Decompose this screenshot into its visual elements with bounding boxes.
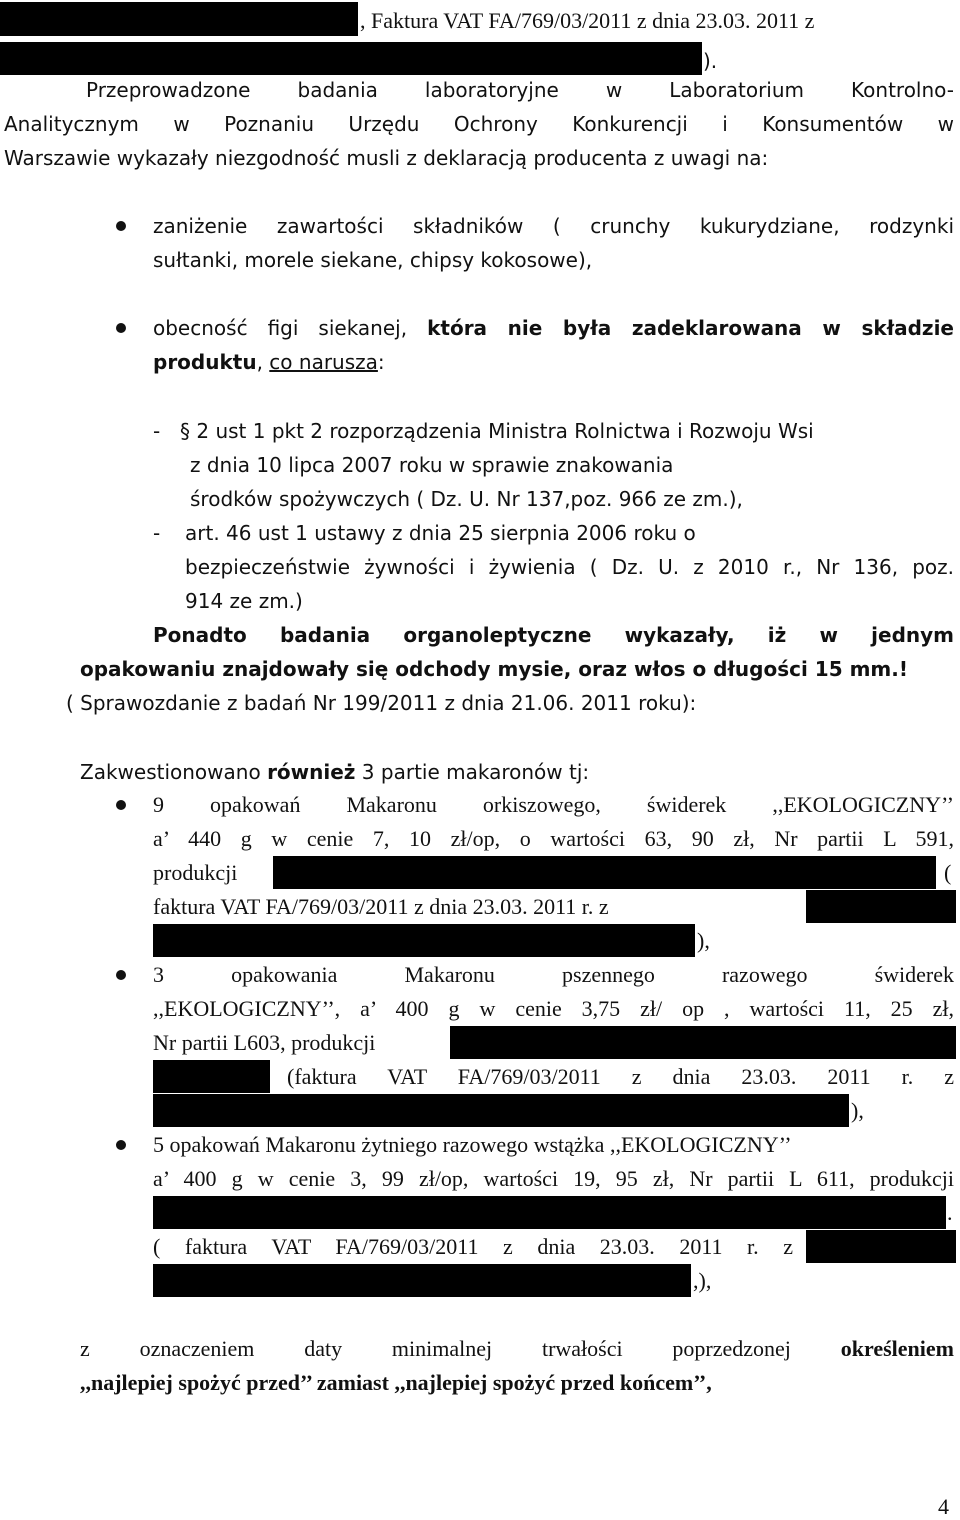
list-item-line: produktu, co narusza: [153, 350, 385, 374]
intro-line-1: , Faktura VAT FA/769/03/2011 z dnia 23.03. 2011 z [360, 8, 815, 33]
findings-line: Ponadto badania organoleptyczne wykazały, iż w jednym [153, 623, 954, 647]
pasta-intro: Zakwestionowano również 3 partie makaronów tj: [80, 760, 590, 784]
list-item-line: obecność figi siekanej, która nie była zadeklarowana w składzie [153, 316, 954, 340]
redacted-block [153, 924, 695, 957]
list-item-line: 5 opakowań Makaronu żytniego razowego wstążka ,,EKOLOGICZNY’’ [153, 1132, 792, 1157]
list-item-line: zaniżenie zawartości składników ( crunchy kukurydziane, rodzynki [153, 214, 954, 238]
legal-dash: - [153, 521, 161, 545]
list-item-line: ( faktura VAT FA/769/03/2011 z dnia 23.03. 2011 r. z [153, 1234, 793, 1259]
bullet-icon [116, 800, 126, 810]
intro-line-2: ). [703, 49, 718, 73]
list-item-line: ), [851, 1098, 864, 1123]
intro-line-3: Przeprowadzone badania laboratoryjne w Laboratorium Kontrolno- [86, 78, 954, 102]
legal-line: środków spożywczych ( Dz. U. Nr 137,poz. 966 ze zm.), [190, 487, 743, 511]
intro-line-5: Warszawie wykazały niezgodność musli z deklaracją producenta z uwagi na: [4, 146, 769, 170]
bullet-icon [116, 323, 126, 333]
legal-line: art. 46 ust 1 ustawy z dnia 25 sierpnia 2006 roku o [185, 521, 696, 545]
bullet-icon [116, 1140, 126, 1150]
list-item-line: ,,EKOLOGICZNY’’, a’ 400 g w cenie 3,75 zł/ op , wartości 11, 25 zł, [153, 996, 954, 1021]
list-item-line: a’ 400 g w cenie 3, 99 zł/op, wartości 19, 95 zł, Nr partii L 611, produkcji [153, 1166, 954, 1191]
redacted-block [0, 2, 358, 36]
legal-line: 914 ze zm.) [185, 589, 303, 613]
list-item-line: produkcji [153, 860, 238, 885]
list-item-line: 3 opakowania Makaronu pszennego razowego świderek [153, 962, 954, 987]
redacted-block [153, 1060, 270, 1093]
findings-line: opakowaniu znajdowały się odchody mysie, oraz włos o długości 15 mm.! [80, 657, 908, 681]
redacted-block [153, 1264, 691, 1297]
list-item-line: a’ 440 g w cenie 7, 10 zł/op, o wartości 63, 90 zł, Nr partii L 591, [153, 826, 954, 851]
page-number: 4 [938, 1494, 949, 1519]
list-item-line: sułtanki, morele siekane, chipsy kokosowe), [153, 248, 593, 272]
bullet-icon [116, 221, 126, 231]
redacted-block [806, 890, 956, 923]
list-item-line: ), [697, 928, 710, 953]
legal-line: bezpieczeństwie żywności i żywienia ( Dz. U. z 2010 r., Nr 136, poz. [185, 555, 954, 579]
list-item-line: faktura VAT FA/769/03/2011 z dnia 23.03. 2011 r. z [153, 894, 609, 919]
list-item-line: Nr partii L603, produkcji [153, 1030, 376, 1055]
redacted-block [153, 1196, 946, 1229]
intro-line-4: Analitycznym w Poznaniu Urzędu Ochrony Konkurencji i Konsumentów w [4, 112, 954, 136]
redacted-block [153, 1094, 849, 1127]
bullet-icon [116, 970, 126, 980]
closing-line: z oznaczeniem daty minimalnej trwałości poprzedzonej określeniem [80, 1336, 954, 1361]
redacted-block [273, 856, 936, 889]
list-item-line: ( [944, 860, 952, 885]
legal-line: § 2 ust 1 pkt 2 rozporządzenia Ministra Rolnictwa i Rozwoju Wsi [180, 419, 814, 443]
redacted-block [450, 1026, 956, 1059]
list-item-line: (faktura VAT FA/769/03/2011 z dnia 23.03. 2011 r. z [287, 1064, 954, 1089]
list-item-line: . [947, 1200, 953, 1225]
legal-dash: - [153, 419, 161, 443]
list-item-line: ,), [693, 1268, 712, 1293]
closing-line: ,,najlepiej spożyć przed’’ zamiast ,,najlepiej spożyć przed końcem’’, [80, 1370, 712, 1395]
list-item-line: 9 opakowań Makaronu orkiszowego, świderek ,,EKOLOGICZNY’’ [153, 792, 954, 817]
findings-line: ( Sprawozdanie z badań Nr 199/2011 z dnia 21.06. 2011 roku): [66, 691, 697, 715]
redacted-block [806, 1230, 956, 1263]
legal-line: z dnia 10 lipca 2007 roku w sprawie znakowania [190, 453, 674, 477]
redacted-block [0, 42, 702, 75]
